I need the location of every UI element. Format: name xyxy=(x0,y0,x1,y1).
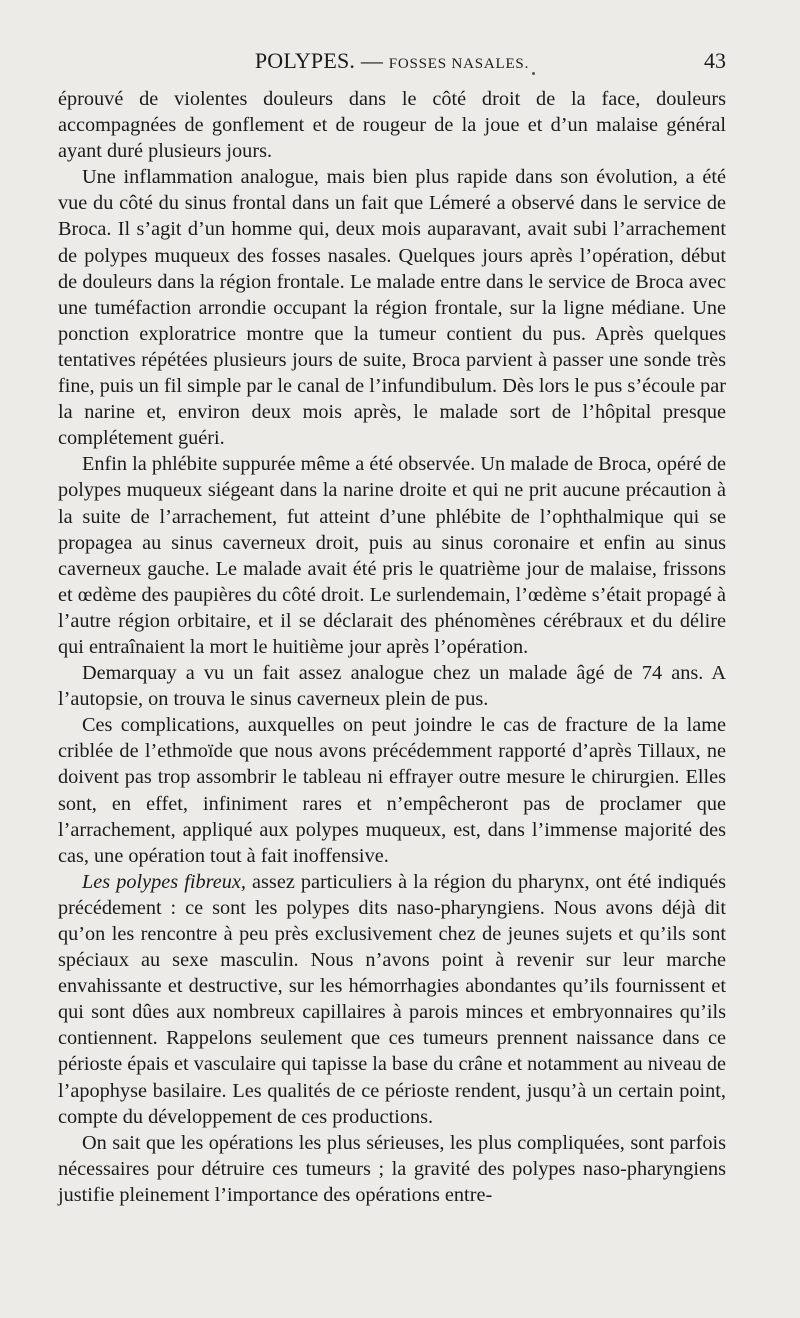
running-head-main: POLYPES. xyxy=(254,48,356,73)
running-head-section: FOSSES NASALES. xyxy=(388,56,530,72)
running-head xyxy=(58,48,726,82)
paragraph-text: Enfin la phlébite suppurée même a été observée. Un malade de Broca, opéré de polypes muqueux siégeant dans la narine droite et qui ne prit aucune précaution à la suite de l’arrachement, fut atteint d’une phlébite de l’ophthalmique qui se propagea au sinus caverneux droit, puis au sinus coronaire et enfin au sinus caverneux gauche. Le malade avait été pris le quatrième jour de malaise, frissons et œdème des paupières du côté droit. Le surlendemain, l’œdème s’était propagé à l’autre région orbitaire, et il se déclarait des phénomènes cérébraux et du délire qui entraînaient la mort le huitième jour après l’opération. xyxy=(58,453,726,658)
body-text xyxy=(58,86,726,1208)
paragraph xyxy=(58,164,726,451)
paragraph-text: Ces complications, auxquelles on peut joindre le cas de fracture de la lame criblée de l’ethmoïde que nous avons précédemment rapporté d’après Tillaux, ne doivent pas trop assombrir le tableau ni effrayer outre mesure le chirurgien. Elles sont, en effet, infiniment rares et n’empêcheront pas de proclamer que l’arrachement, appliqué aux polypes muqueux, est, dans l’immense majorité des cas, une opération tout à fait inoffensive. xyxy=(58,714,726,867)
paragraph-text: éprouvé de violentes douleurs dans le côté droit de la face, douleurs accompagnées de gonflement et de rougeur de la joue et d’un malaise général ayant duré plusieurs jours. xyxy=(58,88,726,163)
running-head-dash: — xyxy=(355,48,389,73)
paragraph-text: On sait que les opérations les plus sérieuses, les plus compliquées, sont parfois nécessaires pour détruire ces tumeurs ; la gravité des polypes naso-pharyngiens justifie pleinement l’importance des opérations entre- xyxy=(58,1131,726,1206)
running-head-title xyxy=(58,48,726,74)
paragraph xyxy=(58,451,726,660)
paragraph xyxy=(58,1130,726,1208)
book-page xyxy=(58,48,726,1208)
paragraph-text: assez particuliers à la région du pharynx, ont été indiqués précédement : ce sont les polypes dits naso-pharyngiens. Nous avons déjà dit qu’on les rencontre à peu près exclusivement chez de jeunes sujets et qu’ils sont spéciaux au sexe masculin. Nous n’avons point à revenir sur leur marche envahissante et destructive, sur les hémorrhagies abondantes qu’ils fournissent et qui sont dûes aux nombreux capillaires à parois minces et embryonnaires qu’ils contiennent. Rappelons seulement que ces tumeurs prennent naissance dans ce périoste épais et vasculaire qui tapisse la base du crâne et notamment au niveau de l’apophyse basilaire. Les qualités de ce périoste rendent, jusqu’à un certain point, compte du développement de ces productions. xyxy=(58,870,726,1128)
paragraph-text: Demarquay a vu un fait assez analogue chez un malade âgé de 74 ans. A l’autopsie, on trouva le sinus caverneux plein de pus. xyxy=(58,662,726,711)
page-number: 43 xyxy=(704,48,726,73)
paragraph-text: Une inflammation analogue, mais bien plus rapide dans son évolution, a été vue du côté du sinus frontal dans un fait que Lémeré a observé dans le service de Broca. Il s’agit d’un homme qui, deux mois auparavant, avait subi l’arrachement de polypes muqueux des fosses nasales. Quelques jours après l’opération, début de douleurs dans la région frontale. Le malade entre dans le service de Broca avec une tuméfaction arrondie occupant la région frontale, sur la ligne médiane. Une ponction exploratrice montre que la tumeur contient du pus. Après quelques tentatives répétées plusieurs jours de suite, Broca parvient à passer une sonde très fine, puis un fil simple par le canal de l’infundibulum. Dès lors le pus s’écoule par la narine et, environ deux mois après, le malade sort de l’hôpital presque complétement guéri. xyxy=(58,166,726,450)
paragraph xyxy=(58,869,726,1130)
paragraph xyxy=(58,660,726,712)
paragraph xyxy=(58,712,726,869)
paragraph xyxy=(58,86,726,164)
italic-lead: Les polypes fibreux, xyxy=(82,870,246,893)
